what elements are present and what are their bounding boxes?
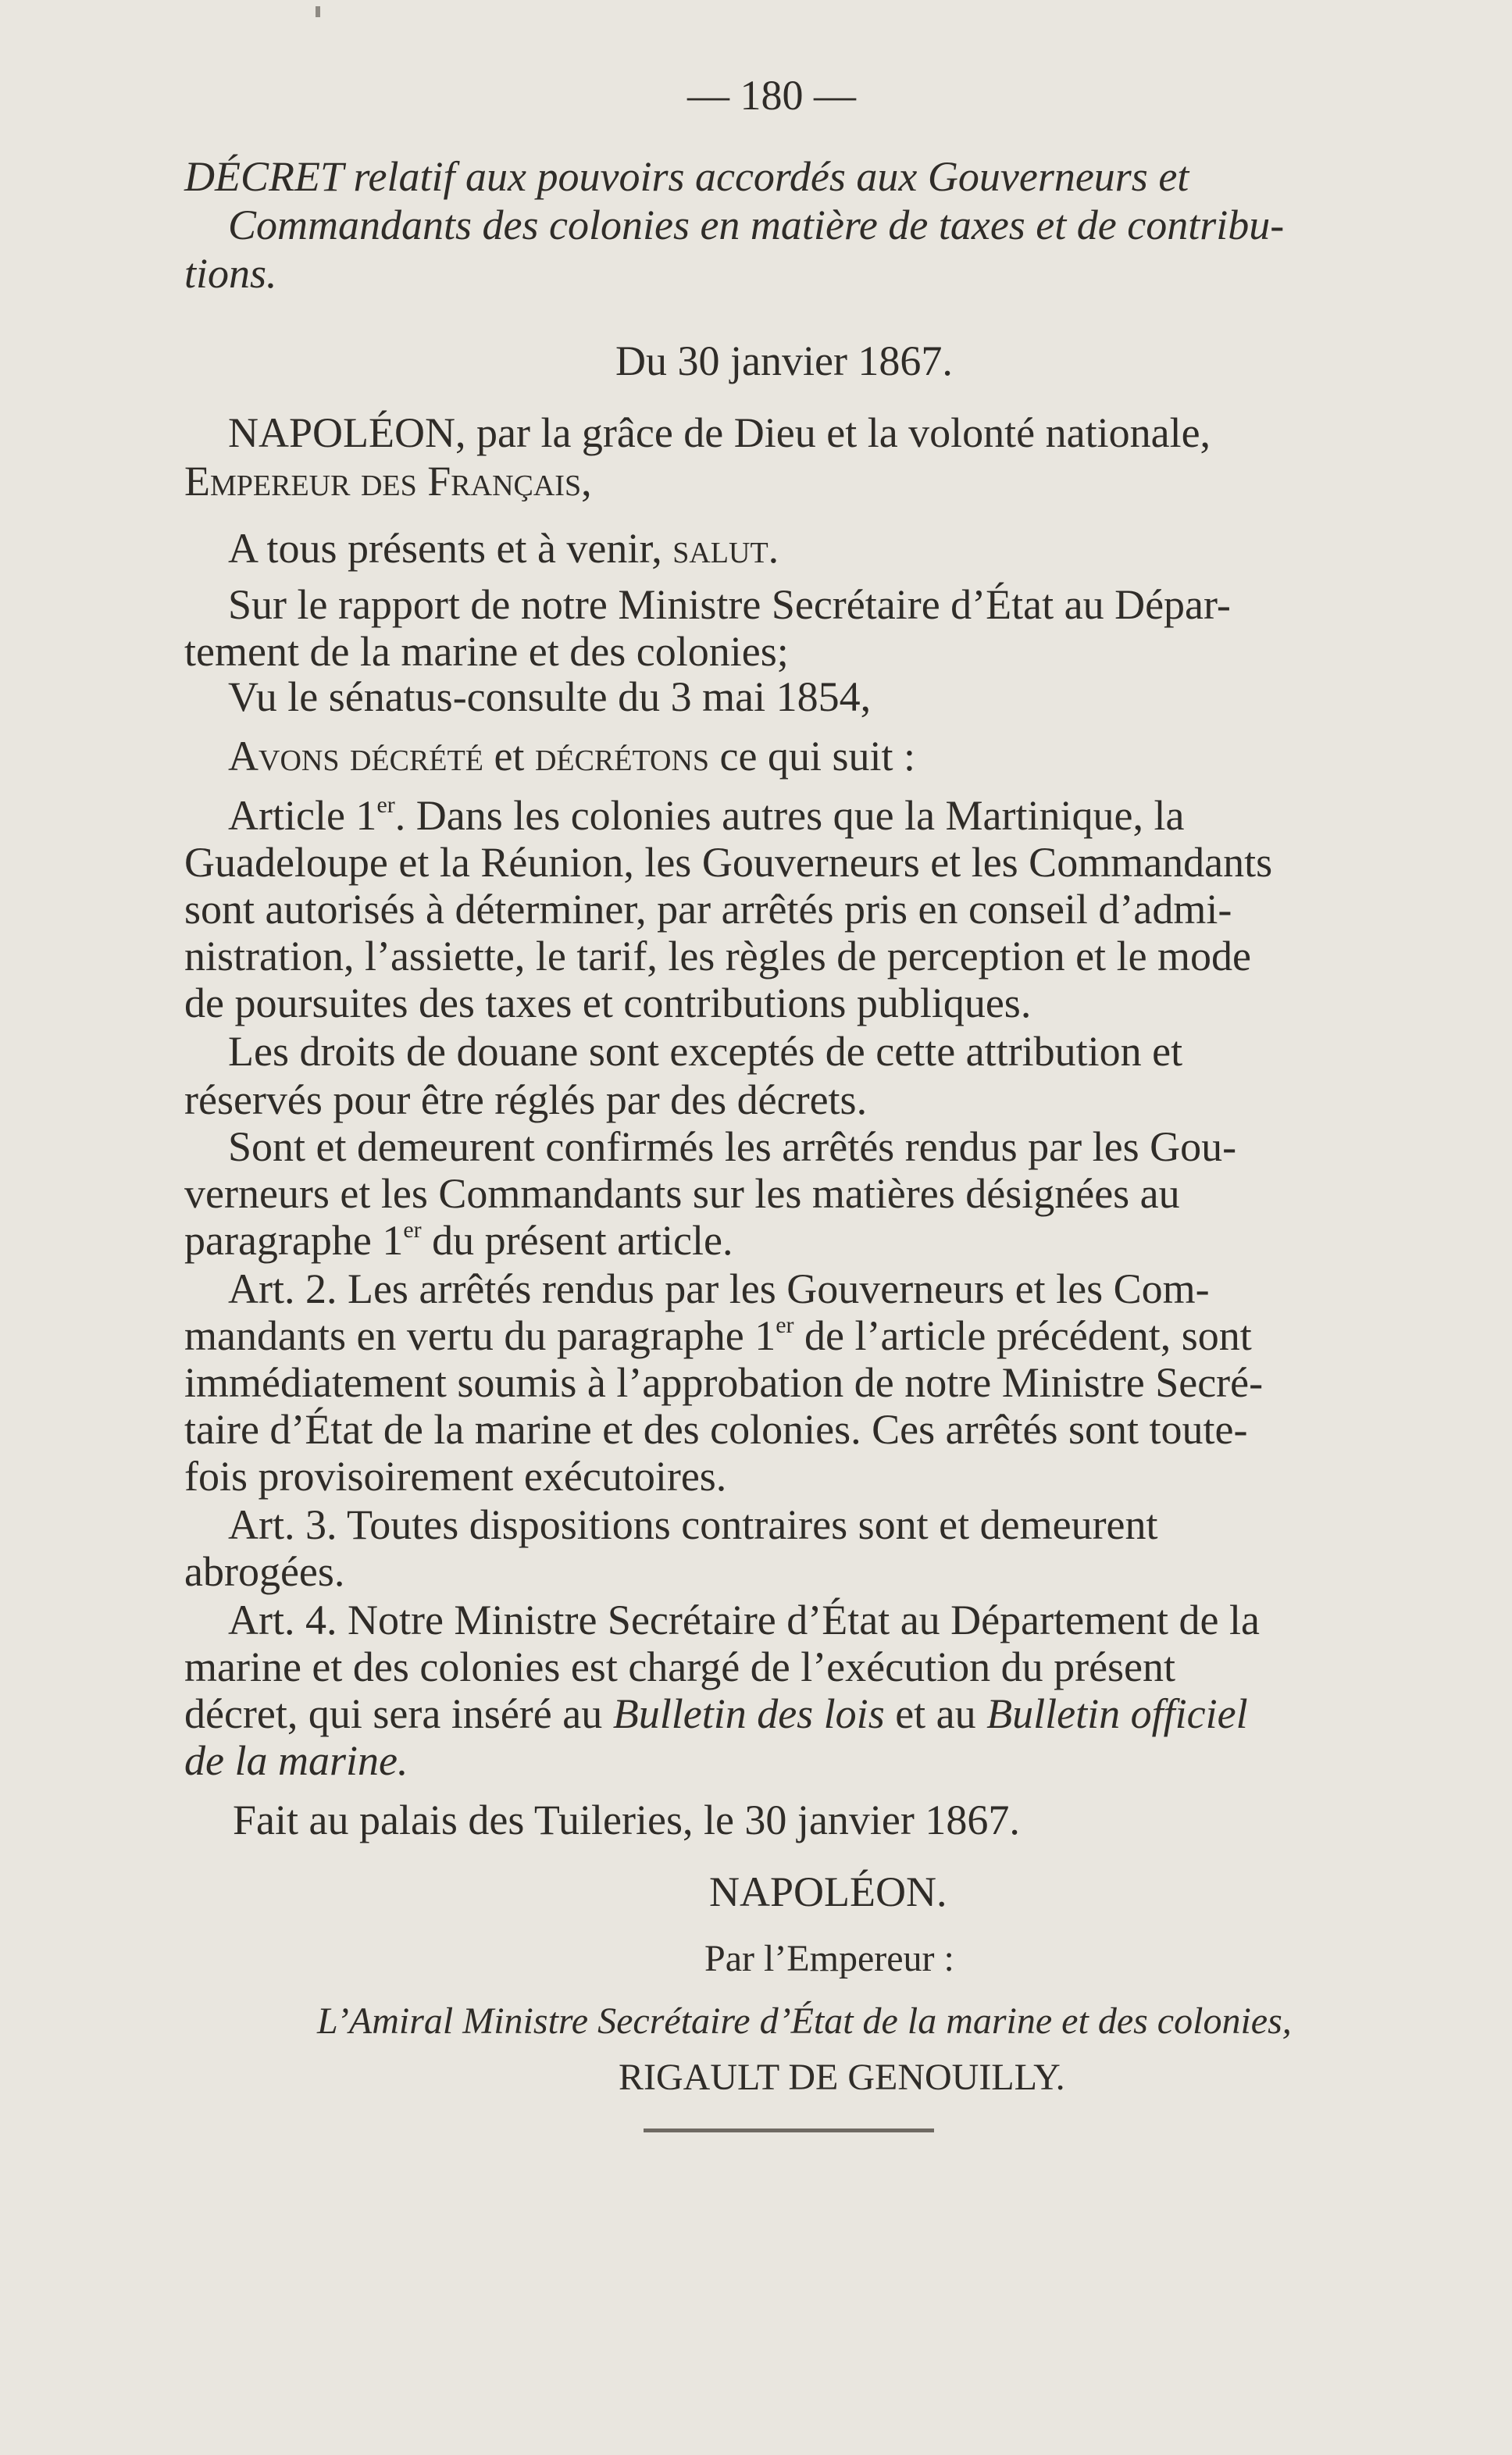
decree-a: Avons décrété xyxy=(228,733,483,780)
article-1-para3-line-1: Sont et demeurent confirmés les arrêtés rendus par les Gou- xyxy=(228,1123,1237,1170)
decree-formula xyxy=(228,733,915,780)
article-1-line-5: de poursuites des taxes et contributions publiques. xyxy=(184,980,1032,1026)
article-2-line-5: fois provisoirement exécutoires. xyxy=(184,1453,727,1500)
article-1-line-3: sont autorisés à déterminer, par arrêtés pris en conseil d’admi- xyxy=(184,886,1232,933)
date-line: Du 30 janvier 1867. xyxy=(615,337,953,384)
decree-b: décrétons xyxy=(534,733,710,780)
art2-b: de l’article précédent, sont xyxy=(793,1312,1252,1359)
article-1-line-4: nistration, l’assiette, le tarif, les règles de perception et le mode xyxy=(184,933,1252,980)
intro-line-1: NAPOLÉON, par la grâce de Dieu et la volonté nationale, xyxy=(228,409,1211,456)
salut-text: A tous présents et à venir, xyxy=(228,525,662,572)
preamble-line-2: tement de la marine et des colonies; xyxy=(184,628,789,675)
salut-line xyxy=(228,525,779,572)
para3-b: du présent article. xyxy=(421,1217,733,1264)
para3-sup: er xyxy=(403,1217,422,1243)
title-line-2: Commandants des colonies en matière de taxes et de contribu- xyxy=(228,202,1285,248)
closing-rule xyxy=(644,2128,934,2132)
preamble-line-1: Sur le rapport de notre Ministre Secrétaire d’État au Dépar- xyxy=(228,581,1231,628)
article-1-para2-line-1: Les droits de douane sont exceptés de cette attribution et xyxy=(228,1028,1183,1075)
article-1-rest: . Dans les colonies autres que la Martinique, la xyxy=(394,792,1185,839)
para3-a: paragraphe 1 xyxy=(184,1217,404,1264)
art2-a: mandants en vertu du paragraphe 1 xyxy=(184,1312,776,1359)
title-line-3: tions. xyxy=(184,250,277,297)
decree-c: ce qui suit : xyxy=(719,733,916,780)
art4-bulletin-officiel: Bulletin officiel xyxy=(986,1690,1248,1737)
decree-et: et xyxy=(494,733,525,780)
minister-name: RIGAULT DE GENOUILLY. xyxy=(619,2057,1065,2098)
article-2-line-4: taire d’État de la marine et des colonies. Ces arrêtés sont toute- xyxy=(184,1406,1248,1453)
art2-sup: er xyxy=(776,1312,794,1338)
article-2-line-1: Art. 2. Les arrêtés rendus par les Gouverneurs et les Com- xyxy=(228,1265,1210,1312)
intro-line-2: Empereur des Français, xyxy=(184,458,592,505)
article-2-line-3: immédiatement soumis à l’approbation de notre Ministre Secré- xyxy=(184,1359,1264,1406)
preamble-line-3: Vu le sénatus-consulte du 3 mai 1854, xyxy=(228,673,872,720)
article-1-line-1 xyxy=(228,792,1184,839)
scan-mark xyxy=(316,6,320,17)
minister-title: L’Amiral Ministre Secrétaire d’État de la marine et des colonies, xyxy=(317,2000,1292,2042)
article-3-line-2: abrogées. xyxy=(184,1548,345,1595)
article-1-label: Article 1 xyxy=(228,792,377,839)
art4-a: décret, qui sera inséré au xyxy=(184,1690,613,1737)
article-4-line-1: Art. 4. Notre Ministre Secrétaire d’État au Département de la xyxy=(228,1597,1260,1643)
article-1-para2-line-2: réservés pour être réglés par des décrets. xyxy=(184,1076,868,1123)
article-4-line-3 xyxy=(184,1690,1248,1737)
article-1-line-2: Guadeloupe et la Réunion, les Gouverneurs et les Commandants xyxy=(184,839,1273,886)
article-3-line-1: Art. 3. Toutes dispositions contraires sont et demeurent xyxy=(228,1501,1158,1548)
article-1-para3-line-2: verneurs et les Commandants sur les matières désignées au xyxy=(184,1170,1180,1217)
by-emperor: Par l’Empereur : xyxy=(704,1938,954,1979)
place-date: Fait au palais des Tuileries, le 30 janvier 1867. xyxy=(233,1797,1020,1843)
title-line-1: DÉCRET relatif aux pouvoirs accordés aux Gouverneurs et xyxy=(184,153,1189,200)
article-4-line-2: marine et des colonies est chargé de l’exécution du présent xyxy=(184,1643,1176,1690)
signature: NAPOLÉON. xyxy=(709,1868,947,1915)
art4-c: et au xyxy=(884,1690,987,1737)
article-1-para3-line-3 xyxy=(184,1217,733,1264)
article-4-line-4: de la marine. xyxy=(184,1737,408,1784)
salut-word: salut. xyxy=(672,525,779,572)
page-number: — 180 — xyxy=(687,72,856,119)
article-2-line-2 xyxy=(184,1312,1252,1359)
article-1-sup: er xyxy=(376,792,395,818)
art4-bulletin-lois: Bulletin des lois xyxy=(612,1690,885,1737)
